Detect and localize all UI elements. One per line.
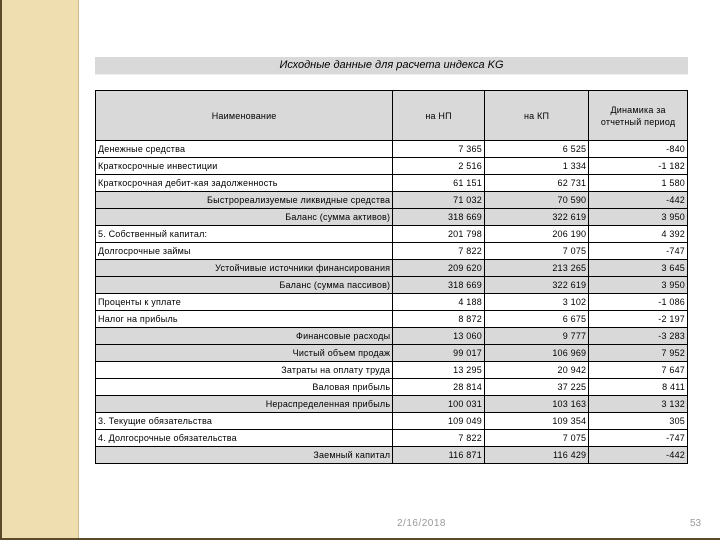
row-np-cell: 13 295: [393, 362, 485, 379]
row-dynamics-cell: -747: [589, 243, 688, 260]
row-np-cell: 71 032: [393, 192, 485, 209]
row-dynamics-cell: 3 132: [589, 396, 688, 413]
row-np-cell: 61 151: [393, 175, 485, 192]
row-dynamics-cell: 8 411: [589, 379, 688, 396]
row-dynamics-cell: 3 950: [589, 209, 688, 226]
table-row: [96, 294, 688, 311]
row-name-cell: Чистый объем продаж: [96, 345, 393, 362]
row-dynamics-cell: 3 645: [589, 260, 688, 277]
row-dynamics-cell: -442: [589, 447, 688, 464]
table-row: [96, 209, 688, 226]
row-np-cell: 7 822: [393, 243, 485, 260]
row-name-cell: Краткосрочные инвестиции: [96, 158, 393, 175]
table-row: [96, 277, 688, 294]
table-row: [96, 158, 688, 175]
row-kp-cell: 37 225: [484, 379, 588, 396]
row-name-cell: Затраты на оплату труда: [96, 362, 393, 379]
header-np: на НП: [393, 91, 485, 141]
row-name-cell: Баланс (сумма пассивов): [96, 277, 393, 294]
row-dynamics-cell: -2 197: [589, 311, 688, 328]
table-row: [96, 175, 688, 192]
row-np-cell: 116 871: [393, 447, 485, 464]
row-dynamics-cell: 4 392: [589, 226, 688, 243]
table-row: [96, 141, 688, 158]
row-dynamics-cell: -1 086: [589, 294, 688, 311]
row-name-cell: Налог на прибыль: [96, 311, 393, 328]
page-number: 53: [690, 518, 702, 529]
row-name-cell: 4. Долгосрочные обязательства: [96, 430, 393, 447]
row-np-cell: 318 669: [393, 277, 485, 294]
footer-date: 2/16/2018: [397, 518, 446, 529]
row-np-cell: 100 031: [393, 396, 485, 413]
row-kp-cell: 103 163: [484, 396, 588, 413]
row-kp-cell: 7 075: [484, 430, 588, 447]
table-row: [96, 430, 688, 447]
table-row: [96, 328, 688, 345]
row-np-cell: 99 017: [393, 345, 485, 362]
row-name-cell: Краткосрочная дебит-кая задолженность: [96, 175, 393, 192]
row-kp-cell: 116 429: [484, 447, 588, 464]
table-row: [96, 447, 688, 464]
row-kp-cell: 322 619: [484, 209, 588, 226]
row-name-cell: Денежные средства: [96, 141, 393, 158]
row-name-cell: 5. Собственный капитал:: [96, 226, 393, 243]
row-name-cell: 3. Текущие обязательства: [96, 413, 393, 430]
row-dynamics-cell: 7 647: [589, 362, 688, 379]
row-dynamics-cell: -1 182: [589, 158, 688, 175]
row-name-cell: Валовая прибыль: [96, 379, 393, 396]
row-kp-cell: 106 969: [484, 345, 588, 362]
row-dynamics-cell: 7 952: [589, 345, 688, 362]
row-np-cell: 8 872: [393, 311, 485, 328]
table-title: Исходные данные для расчета индекса KG: [95, 57, 688, 74]
row-kp-cell: 70 590: [484, 192, 588, 209]
table-row: [96, 226, 688, 243]
decorative-side-band: [0, 0, 79, 540]
row-np-cell: 109 049: [393, 413, 485, 430]
row-kp-cell: 206 190: [484, 226, 588, 243]
table-row: [96, 311, 688, 328]
row-kp-cell: 20 942: [484, 362, 588, 379]
table-header-row: [96, 91, 688, 141]
header-kp: на КП: [484, 91, 588, 141]
row-kp-cell: 213 265: [484, 260, 588, 277]
row-np-cell: 209 620: [393, 260, 485, 277]
row-kp-cell: 62 731: [484, 175, 588, 192]
row-np-cell: 4 188: [393, 294, 485, 311]
table-row: [96, 260, 688, 277]
table-row: [96, 243, 688, 260]
table-row: [96, 396, 688, 413]
row-np-cell: 28 814: [393, 379, 485, 396]
row-dynamics-cell: 305: [589, 413, 688, 430]
row-name-cell: Долгосрочные займы: [96, 243, 393, 260]
row-kp-cell: 9 777: [484, 328, 588, 345]
table-row: [96, 362, 688, 379]
row-name-cell: Проценты к уплате: [96, 294, 393, 311]
row-kp-cell: 6 525: [484, 141, 588, 158]
header-dynamics: Динамика за отчетный период: [589, 91, 688, 141]
row-name-cell: Баланс (сумма активов): [96, 209, 393, 226]
row-np-cell: 7 365: [393, 141, 485, 158]
table-row: [96, 413, 688, 430]
table-body: [96, 141, 688, 464]
row-dynamics-cell: -442: [589, 192, 688, 209]
row-kp-cell: 322 619: [484, 277, 588, 294]
row-dynamics-cell: -3 283: [589, 328, 688, 345]
row-np-cell: 7 822: [393, 430, 485, 447]
row-np-cell: 2 516: [393, 158, 485, 175]
row-np-cell: 13 060: [393, 328, 485, 345]
row-kp-cell: 7 075: [484, 243, 588, 260]
row-np-cell: 201 798: [393, 226, 485, 243]
kg-index-source-data-table: [95, 90, 688, 464]
row-kp-cell: 6 675: [484, 311, 588, 328]
row-kp-cell: 3 102: [484, 294, 588, 311]
table-row: [96, 345, 688, 362]
row-kp-cell: 109 354: [484, 413, 588, 430]
row-dynamics-cell: -840: [589, 141, 688, 158]
table-row: [96, 192, 688, 209]
row-dynamics-cell: -747: [589, 430, 688, 447]
row-name-cell: Нераспределенная прибыль: [96, 396, 393, 413]
table-row: [96, 379, 688, 396]
row-name-cell: Устойчивые источники финансирования: [96, 260, 393, 277]
row-kp-cell: 1 334: [484, 158, 588, 175]
row-dynamics-cell: 1 580: [589, 175, 688, 192]
row-np-cell: 318 669: [393, 209, 485, 226]
row-dynamics-cell: 3 950: [589, 277, 688, 294]
row-name-cell: Заемный капитал: [96, 447, 393, 464]
header-name: Наименование: [96, 91, 393, 141]
row-name-cell: Финансовые расходы: [96, 328, 393, 345]
row-name-cell: Быстрореализуемые ликвидные средства: [96, 192, 393, 209]
